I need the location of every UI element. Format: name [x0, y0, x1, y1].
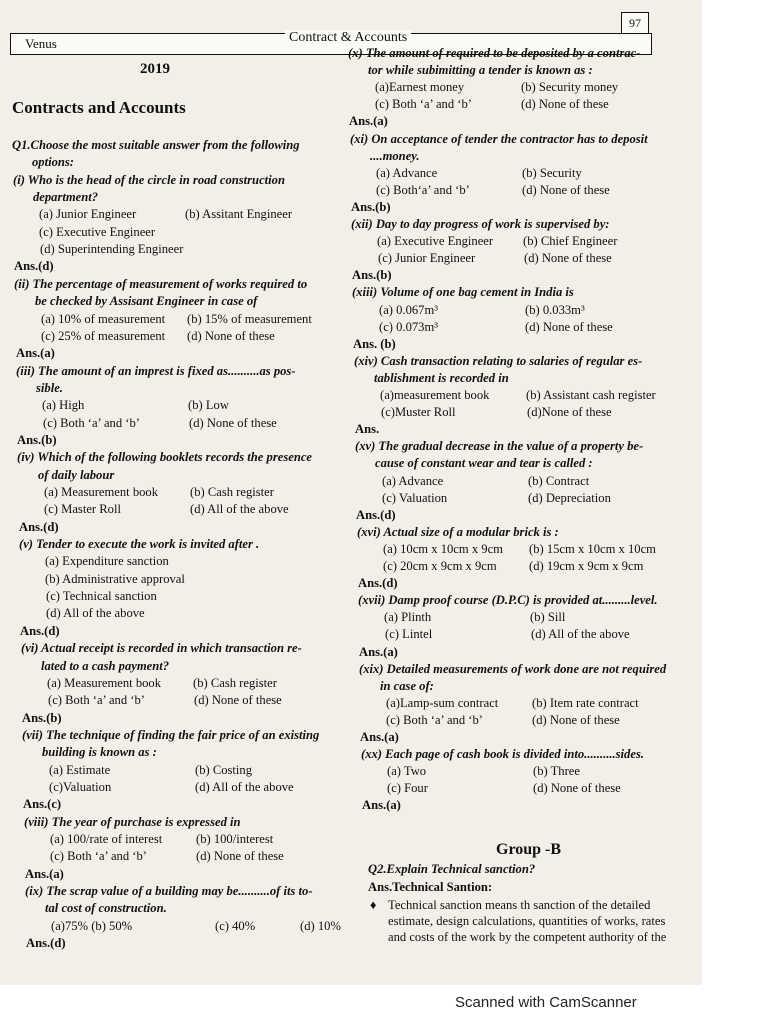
option-line: (d) None of these	[521, 97, 609, 112]
page-number: 97	[621, 12, 649, 34]
option-line: (c) Both ‘a’ and ‘b’	[386, 712, 483, 727]
answer-line: Ans.	[355, 422, 380, 437]
option-line: (d) 10%	[300, 918, 341, 933]
question-line: cause of constant wear and tear is called :	[375, 456, 593, 471]
answer-line: Ans.(d)	[26, 936, 66, 951]
option-line: (d) None of these	[524, 251, 612, 266]
option-line: (a) 10cm x 10cm x 9cm	[383, 541, 503, 556]
option-line: (c) 0.073m³	[379, 319, 439, 334]
group-b-heading: Group -B	[496, 841, 562, 858]
question-line: department?	[33, 190, 99, 205]
question-line: options:	[32, 155, 74, 170]
option-line: (a) 0.067m³	[379, 302, 439, 317]
answer-line: Ans.(b)	[22, 710, 62, 725]
question-line: tal cost of construction.	[45, 901, 167, 916]
question-line: (vi) Actual receipt is recorded in which transaction re-	[21, 641, 302, 656]
answer-text-line: estimate, design calculations, quantities of works, rates	[388, 914, 666, 928]
option-line: (d) None of these	[187, 328, 275, 343]
answer-line: Ans.(d)	[14, 259, 54, 274]
question-line: lated to a cash payment?	[41, 658, 170, 673]
option-line: (d) None of these	[194, 693, 282, 708]
option-line: (d) All of the above	[46, 606, 145, 621]
question-line: (vii) The technique of finding the fair price of an existing	[22, 727, 320, 742]
option-line: (b) Contract	[528, 473, 590, 488]
question-line: (i) Who is the head of the circle in road construction	[13, 172, 285, 187]
option-line: (c) Master Roll	[44, 502, 121, 517]
answer-text-line: and costs of the work by the competent authority of the	[388, 930, 667, 944]
answer-line: Ans.(d)	[19, 519, 59, 534]
option-line: (b) 15cm x 10cm x 10cm	[529, 541, 656, 556]
answer-line: Ans.(b)	[352, 268, 392, 283]
option-line: (d) All of the above	[190, 502, 289, 517]
option-line: (d) None of these	[525, 319, 613, 334]
option-line: (c) Four	[387, 781, 428, 796]
scan-watermark: Scanned with CamScanner	[455, 994, 637, 1011]
option-line: (d) None of these	[533, 781, 621, 796]
question-line: sible.	[36, 380, 63, 395]
question-line: (xx) Each page of cash book is divided into..........sides.	[361, 747, 644, 762]
section-heading: Contracts and Accounts	[12, 98, 186, 117]
option-line: (b) 0.033m³	[525, 302, 585, 317]
option-line: (a) Measurement book	[44, 485, 159, 499]
option-line: (b) Assistant cash register	[526, 388, 656, 402]
option-line: (c) 40%	[215, 918, 256, 933]
question-line: of daily labour	[38, 467, 115, 482]
option-line: (d) None of these	[189, 415, 277, 430]
answer-line: Ans.(d)	[358, 576, 398, 591]
question-line: tablishment is recorded in	[374, 370, 509, 385]
question-line: (ii) The percentage of measurement of works required to	[14, 276, 308, 291]
question-line: (xv) The gradual decrease in the value of a property be-	[355, 439, 644, 454]
option-line: (b) Chief Engineer	[523, 234, 618, 249]
running-title: Contract & Accounts	[285, 30, 411, 46]
option-line: (c) Both ‘a’ and ‘b’	[48, 693, 145, 708]
option-line: (a) Estimate	[49, 762, 111, 777]
option-line: (c) Executive Engineer	[39, 224, 156, 239]
question-line: building is known as :	[42, 745, 157, 760]
answer-line: Ans.(a)	[360, 730, 399, 744]
option-line: (b) Assitant Engineer	[185, 207, 293, 222]
q2-question: Q2.Explain Technical sanction?	[368, 862, 536, 876]
option-line: (a)Earnest money	[375, 80, 465, 95]
option-line: (a) Two	[387, 764, 427, 779]
question-line: (xvii) Damp proof course (D.P.C) is provided at.........level.	[358, 593, 658, 608]
question-line: in case of:	[380, 678, 434, 693]
option-line: (d) None of these	[532, 712, 620, 727]
option-line: (b) 100/interest	[196, 832, 274, 846]
question-line: (xiii) Volume of one bag cement in India is	[352, 285, 574, 300]
option-line: (c) Technical sanction	[46, 589, 157, 604]
option-line: (a) Plinth	[384, 610, 432, 625]
option-line: (d) Superintending Engineer	[40, 242, 184, 257]
question-line: (xii) Day to day progress of work is supervised by:	[351, 217, 610, 231]
bullet-icon: ♦	[370, 898, 377, 912]
answer-line: Ans.(a)	[359, 644, 398, 659]
question-line: (xvi) Actual size of a modular brick is :	[357, 524, 559, 539]
answer-line: Ans.(a)	[349, 114, 388, 129]
answer-line: Ans.(d)	[356, 507, 396, 522]
option-line: (a) Junior Engineer	[39, 207, 137, 222]
question-line: (viii) The year of purchase is expressed in	[24, 814, 241, 829]
option-line: (b) Cash register	[190, 485, 274, 499]
option-line: (a) Expenditure sanction	[45, 554, 169, 569]
question-line: (iv) Which of the following booklets records the presence	[17, 450, 313, 465]
answer-line: Ans. (b)	[353, 336, 396, 351]
option-line: (c) 25% of measurement	[41, 328, 166, 343]
option-line: (c)Muster Roll	[381, 405, 456, 420]
option-line: (a) Advance	[382, 473, 444, 488]
answer-text-line: Technical sanction means th sanction of the detailed	[388, 898, 651, 912]
option-line: (c) Lintel	[385, 627, 433, 642]
option-line: (a) Advance	[376, 165, 438, 180]
answer-line: Ans.(c)	[23, 797, 62, 812]
option-line: (d) None of these	[522, 182, 610, 197]
publisher-name: Venus	[25, 36, 57, 51]
question-line: (xi) On acceptance of tender the contractor has to deposit	[350, 131, 648, 146]
answer-line: Ans.(a)	[25, 866, 64, 881]
option-line: (d) 19cm x 9cm x 9cm	[529, 559, 644, 573]
option-line: (b) Three	[533, 764, 580, 779]
option-line: (c) Both ‘a’ and ‘b’	[43, 415, 140, 430]
option-line: (c) Both ‘a’ and ‘b’	[50, 849, 147, 864]
option-line: (a)Lamp-sum contract	[386, 695, 499, 710]
answer-line: Ans.(a)	[16, 346, 55, 361]
option-line: (d) Depreciation	[528, 490, 611, 505]
option-line: (b) Sill	[530, 610, 566, 625]
option-line: (a) 100/rate of interest	[50, 832, 163, 846]
option-line: (b) 15% of measurement	[187, 311, 312, 326]
option-line: (c) Both ‘a’ and ‘b’	[375, 97, 472, 112]
option-line: (a) Measurement book	[47, 675, 162, 690]
option-line: (b) Security	[522, 165, 582, 180]
question-line: (ix) The scrap value of a building may be..........of its to-	[25, 884, 313, 899]
question-line: (x) The amount of required to be deposited by a contrac-	[348, 46, 641, 60]
question-line: (xix) Detailed measurements of work done are not required	[359, 661, 667, 676]
question-line: (iii) The amount of an imprest is fixed as..........as pos-	[16, 363, 296, 378]
option-line: (d) None of these	[196, 849, 284, 864]
question-line: (v) Tender to execute the work is invited after .	[19, 537, 260, 552]
option-line: (d) All of the above	[195, 779, 294, 794]
question-line: (xiv) Cash transaction relating to salaries of regular es-	[354, 353, 643, 368]
option-line: (b) Administrative approval	[45, 571, 185, 586]
option-line: (c) 20cm x 9cm x 9cm	[383, 559, 497, 573]
answer-line: Ans.(b)	[351, 199, 391, 214]
question-line: tor while subimitting a tender is known as :	[368, 63, 593, 78]
option-line: (a)75% (b) 50%	[51, 918, 133, 933]
question-line: be checked by Assisant Engineer in case of	[35, 294, 258, 309]
option-line: (a)measurement book	[380, 388, 490, 402]
question-line: Q1.Choose the most suitable answer from the following	[12, 138, 300, 152]
option-line: (b) Low	[188, 398, 229, 413]
option-line: (c) Valuation	[382, 490, 448, 505]
option-line: (d)None of these	[527, 405, 612, 420]
option-line: (c) Junior Engineer	[378, 251, 476, 266]
answer-line: Ans.(d)	[20, 623, 60, 638]
question-line: ....money.	[370, 148, 420, 163]
answer-line: Ans.(a)	[362, 798, 401, 813]
option-line: (c)Valuation	[49, 779, 112, 794]
option-line: (b) Item rate contract	[532, 695, 639, 710]
option-line: (a) 10% of measurement	[41, 311, 166, 326]
option-line: (a) High	[42, 398, 85, 413]
option-line: (b) Costing	[195, 762, 253, 777]
option-line: (b) Cash register	[193, 675, 277, 690]
option-line: (d) All of the above	[531, 627, 630, 642]
year-heading: 2019	[140, 61, 170, 77]
option-line: (a) Executive Engineer	[377, 234, 494, 249]
q2-answer-label: Ans.Technical Santion:	[368, 880, 493, 894]
option-line: (b) Security money	[521, 80, 619, 95]
answer-line: Ans.(b)	[17, 432, 57, 447]
option-line: (c) Both‘a’ and ‘b’	[376, 182, 470, 197]
